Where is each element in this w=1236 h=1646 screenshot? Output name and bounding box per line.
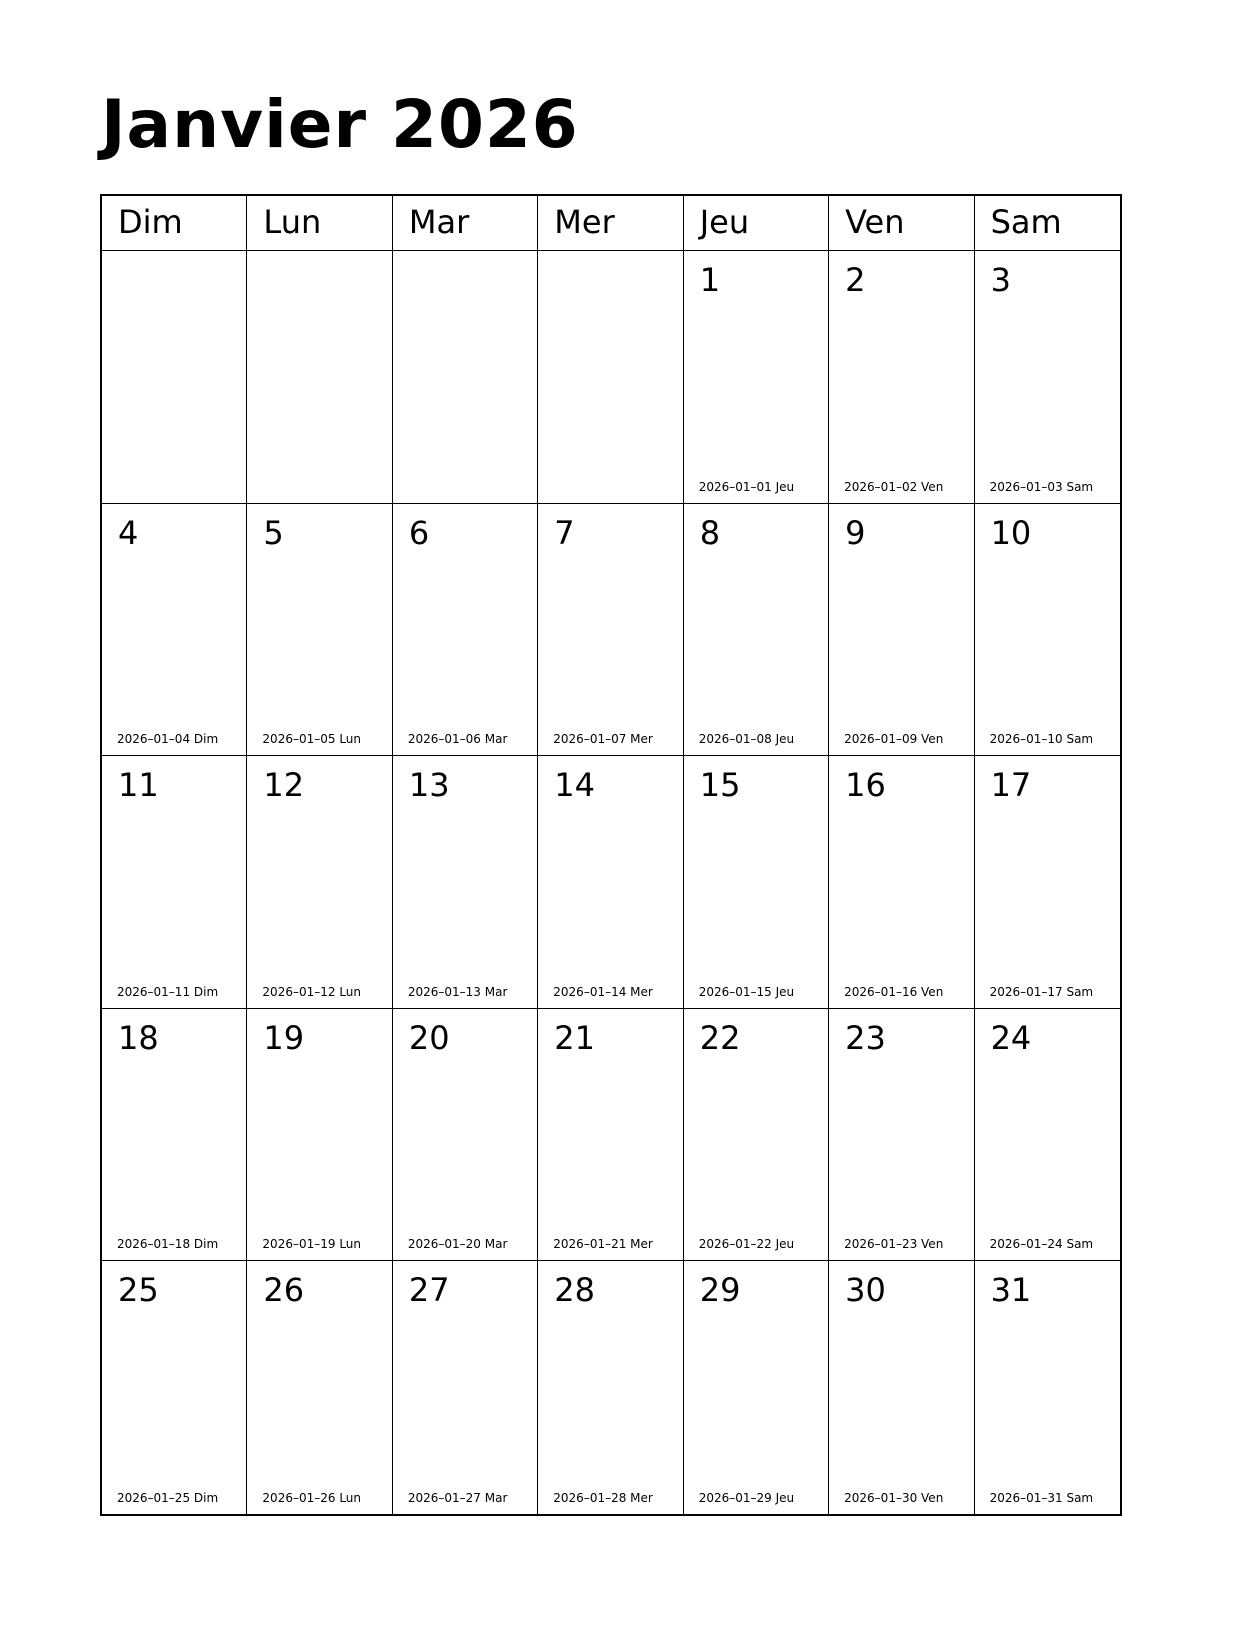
day-date-label: 2026–01–20 Mar <box>407 1237 508 1252</box>
day-number: 13 <box>408 766 450 805</box>
day-number: 7 <box>554 513 575 552</box>
day-cell <box>538 251 683 504</box>
weekday-header-sam: Sam <box>975 196 1120 251</box>
day-number: 25 <box>118 1271 159 1310</box>
day-number: 10 <box>990 513 1032 552</box>
day-cell <box>975 1009 1120 1262</box>
day-date-label: 2026–01–11 Dim <box>117 984 219 999</box>
day-date-label: 2026–01–08 Jeu <box>698 732 795 747</box>
day-cell <box>102 504 247 757</box>
day-date-label: 2026–01–25 Dim <box>117 1491 219 1505</box>
day-number: 29 <box>699 1271 741 1310</box>
day-number: 15 <box>699 766 741 805</box>
day-cell <box>393 1009 538 1262</box>
day-date-label: 2026–01–21 Mer <box>553 1237 653 1252</box>
day-date-label: 2026–01–27 Mar <box>407 1491 508 1505</box>
day-cell <box>102 1261 247 1514</box>
day-cell <box>829 504 974 757</box>
day-number: 30 <box>845 1271 886 1310</box>
calendar-title: Janvier 2026 <box>101 86 579 163</box>
day-cell <box>829 1261 974 1514</box>
weekday-header-lun: Lun <box>247 196 392 251</box>
day-number: 2 <box>845 261 866 299</box>
day-date-label: 2026–01–02 Ven <box>844 479 944 494</box>
day-number: 26 <box>263 1271 305 1310</box>
day-date-label: 2026–01–01 Jeu <box>698 479 795 494</box>
day-number: 31 <box>990 1271 1032 1310</box>
day-cell <box>975 1261 1120 1514</box>
day-number: 17 <box>990 766 1032 805</box>
day-cell <box>102 1009 247 1262</box>
day-date-label: 2026–01–29 Jeu <box>698 1491 795 1505</box>
day-date-label: 2026–01–22 Jeu <box>698 1237 795 1252</box>
day-number: 12 <box>263 766 305 805</box>
day-number: 8 <box>699 513 721 552</box>
day-cell <box>538 1009 683 1262</box>
day-date-label: 2026–01–31 Sam <box>989 1491 1094 1505</box>
day-date-label: 2026–01–14 Mer <box>553 984 653 999</box>
day-cell <box>102 251 247 504</box>
day-cell <box>247 1009 392 1262</box>
day-cell <box>393 1261 538 1514</box>
day-date-label: 2026–01–09 Ven <box>844 732 944 747</box>
day-number: 11 <box>118 766 159 805</box>
day-date-label: 2026–01–26 Lun <box>262 1491 361 1505</box>
day-cell <box>684 756 829 1009</box>
day-cell <box>975 251 1120 504</box>
day-number: 28 <box>554 1271 595 1310</box>
day-cell <box>247 504 392 757</box>
day-date-label: 2026–01–13 Mar <box>407 984 508 999</box>
day-cell <box>538 756 683 1009</box>
day-number: 6 <box>408 513 430 552</box>
day-date-label: 2026–01–17 Sam <box>989 984 1094 999</box>
day-cell <box>247 756 392 1009</box>
day-date-label: 2026–01–28 Mer <box>553 1491 653 1505</box>
day-number: 1 <box>699 261 721 299</box>
weekday-header-ven: Ven <box>829 196 974 251</box>
day-cell <box>538 504 683 757</box>
day-number: 20 <box>408 1018 450 1057</box>
day-number: 24 <box>990 1018 1032 1057</box>
day-date-label: 2026–01–12 Lun <box>262 984 361 999</box>
weekday-header-mer: Mer <box>538 196 683 251</box>
day-cell <box>829 756 974 1009</box>
day-date-label: 2026–01–24 Sam <box>989 1237 1094 1252</box>
day-number: 23 <box>845 1018 886 1057</box>
day-date-label: 2026–01–23 Ven <box>844 1237 944 1252</box>
day-cell <box>829 1009 974 1262</box>
day-cell <box>393 756 538 1009</box>
weekday-header-jeu: Jeu <box>684 196 829 251</box>
day-date-label: 2026–01–03 Sam <box>989 479 1094 494</box>
day-date-label: 2026–01–05 Lun <box>262 732 361 747</box>
day-number: 9 <box>845 513 866 552</box>
day-cell <box>684 504 829 757</box>
day-cell <box>247 1261 392 1514</box>
day-number: 5 <box>263 513 284 552</box>
day-number: 27 <box>408 1271 450 1310</box>
day-number: 3 <box>990 261 1011 299</box>
day-number: 21 <box>554 1018 595 1057</box>
day-number: 4 <box>118 513 139 552</box>
day-date-label: 2026–01–15 Jeu <box>698 984 795 999</box>
weekday-header-dim: Dim <box>102 196 247 251</box>
calendar-grid <box>100 194 1122 1516</box>
day-number: 14 <box>554 766 595 805</box>
day-date-label: 2026–01–30 Ven <box>844 1491 944 1505</box>
day-cell <box>975 756 1120 1009</box>
day-cell <box>393 251 538 504</box>
day-cell <box>829 251 974 504</box>
day-number: 22 <box>699 1018 741 1057</box>
day-date-label: 2026–01–18 Dim <box>117 1237 219 1252</box>
weekday-header-mar: Mar <box>393 196 538 251</box>
day-date-label: 2026–01–10 Sam <box>989 732 1094 747</box>
day-cell <box>684 251 829 504</box>
day-number: 19 <box>263 1018 305 1057</box>
day-date-label: 2026–01–19 Lun <box>262 1237 361 1252</box>
day-cell <box>975 504 1120 757</box>
day-cell <box>102 756 247 1009</box>
day-date-label: 2026–01–06 Mar <box>407 732 508 747</box>
day-number: 18 <box>118 1018 159 1057</box>
day-date-label: 2026–01–16 Ven <box>844 984 944 999</box>
day-date-label: 2026–01–04 Dim <box>117 732 219 747</box>
day-cell <box>247 251 392 504</box>
day-date-label: 2026–01–07 Mer <box>553 732 653 747</box>
day-cell <box>684 1261 829 1514</box>
day-cell <box>393 504 538 757</box>
day-cell <box>538 1261 683 1514</box>
day-cell <box>684 1009 829 1262</box>
day-number: 16 <box>845 766 886 805</box>
